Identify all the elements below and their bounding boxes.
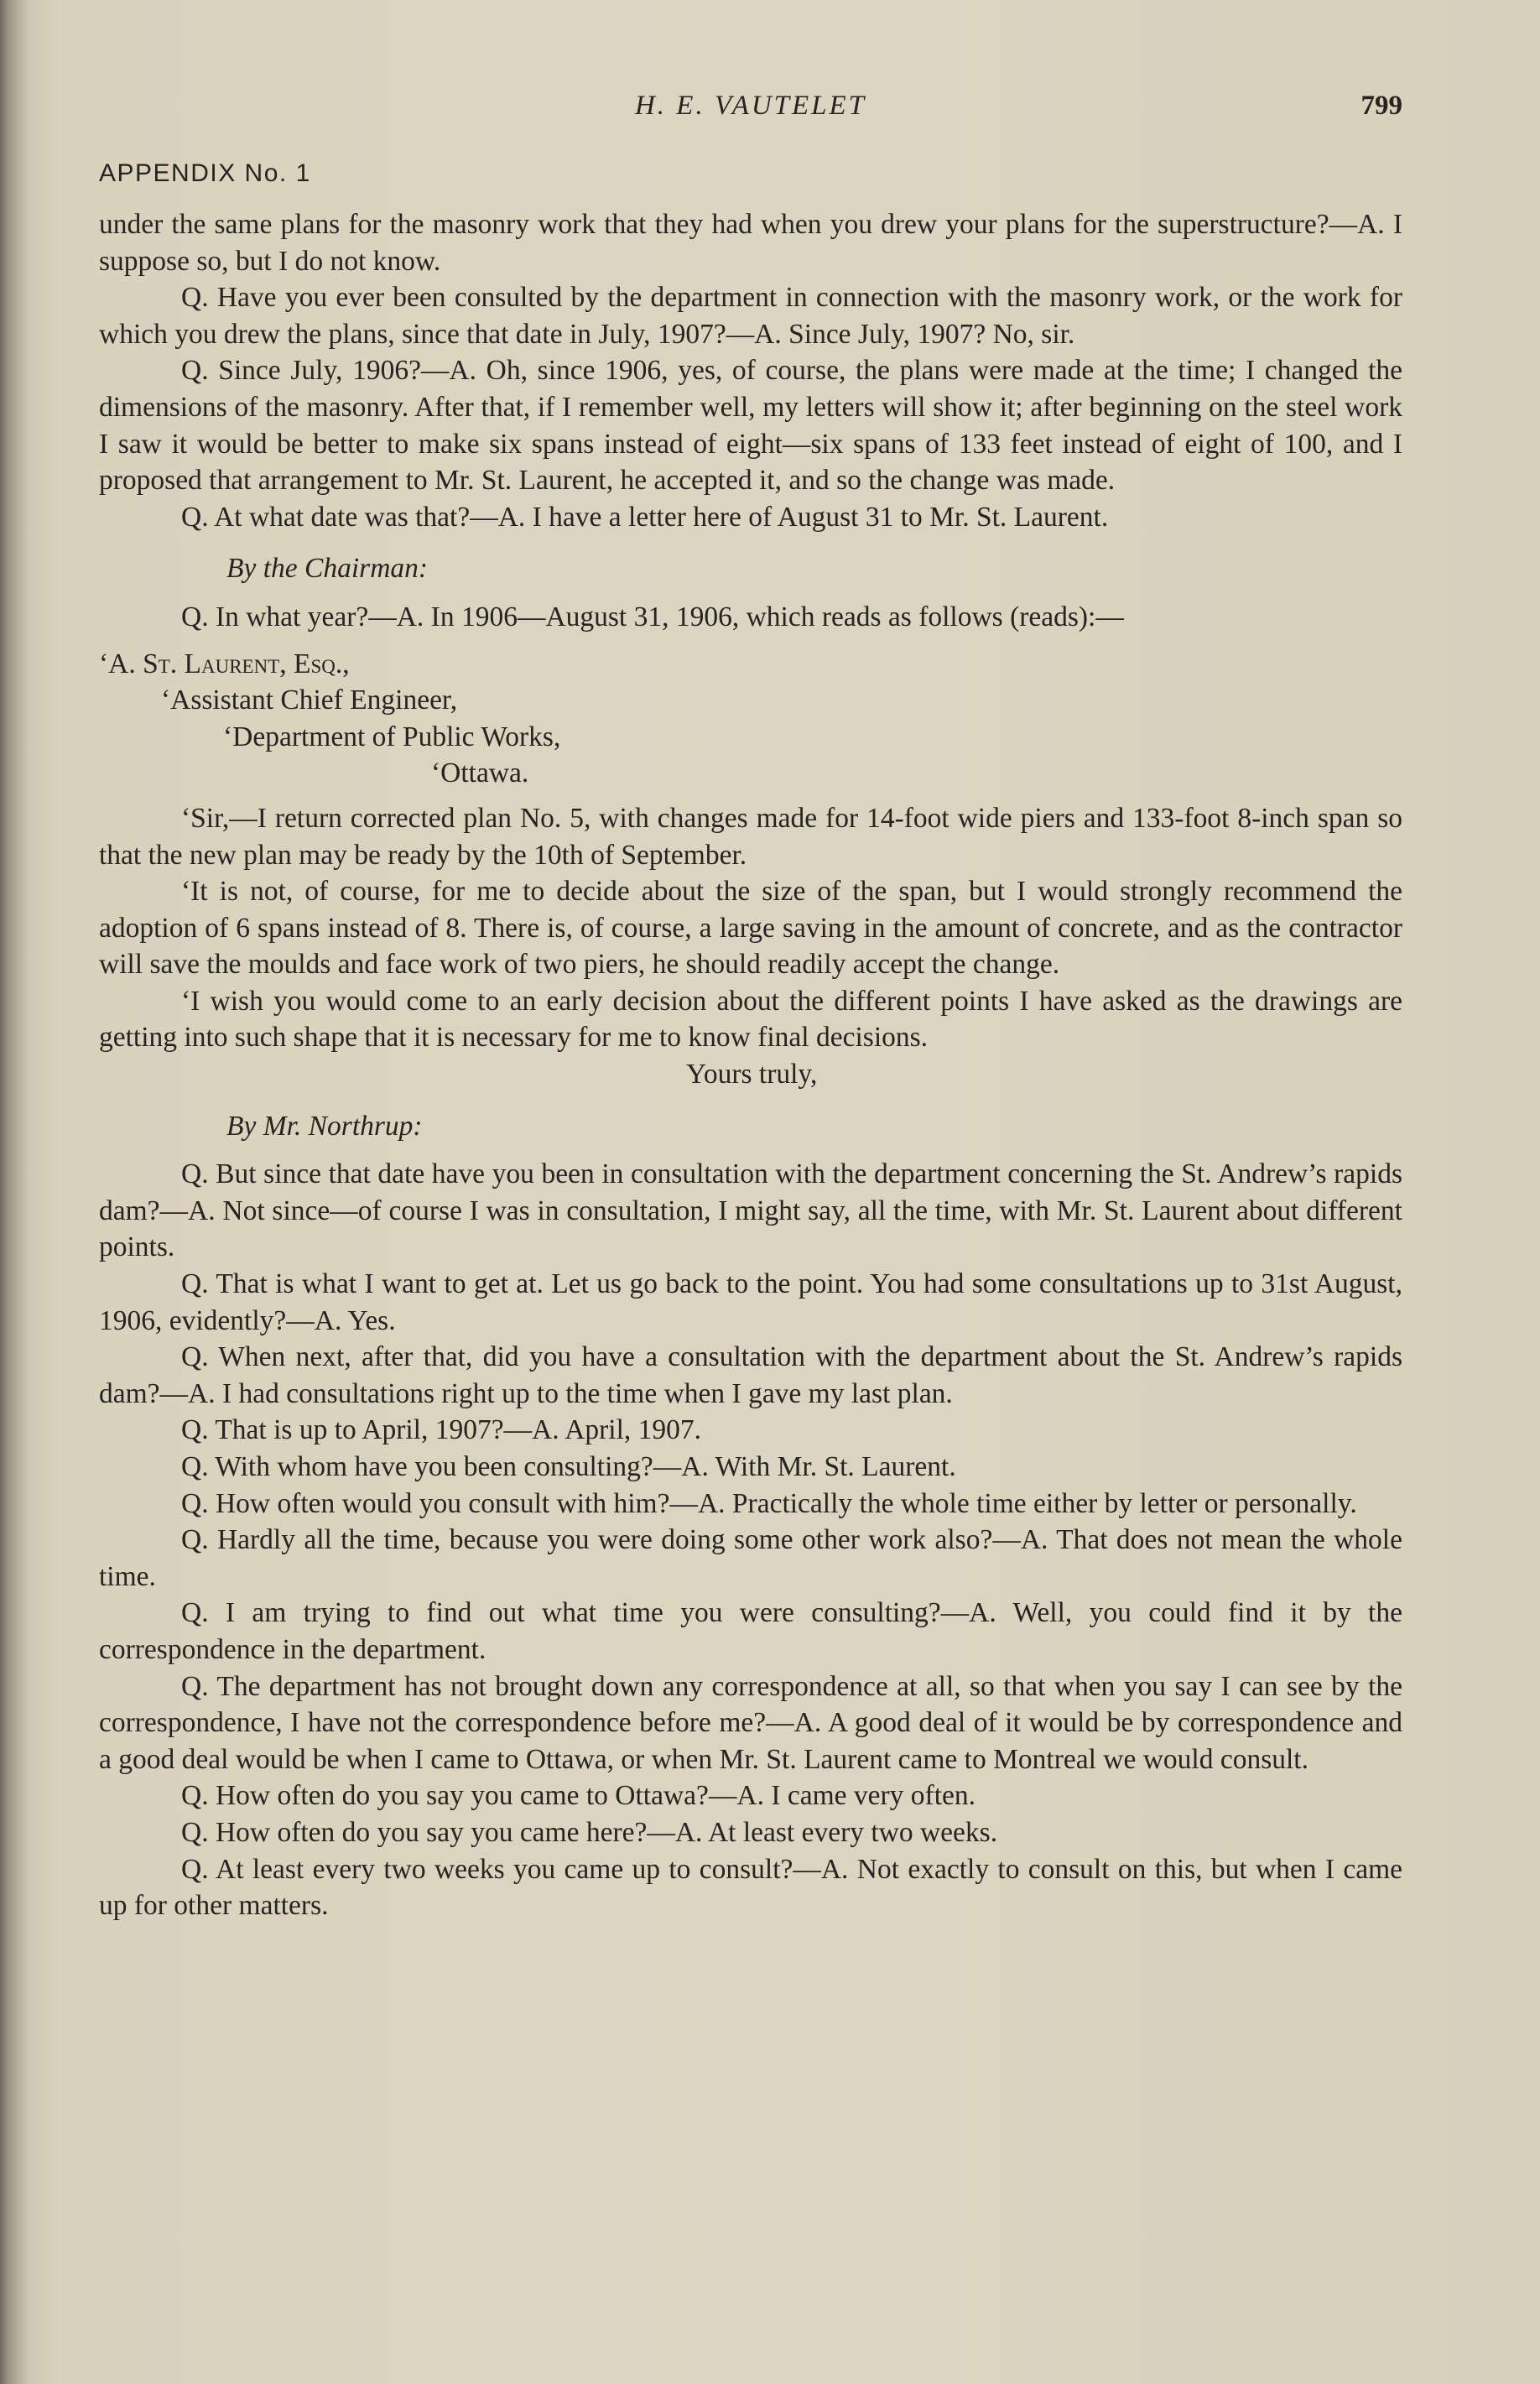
paragraph: Q. But since that date have you been in consultation with the department concerning the St. Andrew’s rapids dam?—A. Not since—of course I was in consultation, I might say, all the time, with Mr. St. Laurent about different points. — [99, 1158, 1402, 1263]
body-text — [99, 206, 1402, 1924]
paragraph: Q. That is what I want to get at. Let us go back to the point. You had some consultations up to 31st August, 1906, evidently?—A. Yes. — [99, 1268, 1402, 1336]
paragraph: Q. With whom have you been consulting?—A. With Mr. St. Laurent. — [181, 1451, 956, 1482]
letter-paragraph: ‘I wish you would come to an early decision about the different points I have asked as the drawings are getting into such shape that it is necessary for me to know final decisions. — [99, 985, 1402, 1054]
letter-closing: Yours truly, — [686, 1059, 818, 1090]
letter-address-line: ‘Assistant Chief Engineer, — [161, 684, 458, 716]
running-title: H. E. VAUTELET — [634, 91, 867, 121]
letter-address-line: ‘Department of Public Works, — [223, 721, 561, 752]
speaker-heading: By the Chairman: — [226, 553, 429, 585]
paragraph: Q. The department has not brought down any correspondence at all, so that when you say I can see by the correspondence, I have not the correspondence before me?—A. A good deal of it would be by correspondence and a good deal would be when I came to Ottawa, or when Mr. St. Laurent came to Montreal we would consult. — [99, 1670, 1402, 1775]
appendix-label: APPENDIX No. 1 — [99, 159, 311, 187]
running-head — [99, 91, 1402, 133]
paragraph: Q. In what year?—A. In 1906—August 31, 1906, which reads as follows (reads):— — [181, 601, 1124, 632]
paragraph: Q. How often do you say you came here?—A. At least every two weeks. — [181, 1816, 998, 1848]
paragraph: Q. At what date was that?—A. I have a letter here of August 31 to Mr. St. Laurent. — [181, 501, 1109, 533]
speaker-heading: By Mr. Northrup: — [226, 1110, 423, 1142]
paragraph: Q. How often would you consult with him?—A. Practically the whole time either by letter or personally. — [181, 1487, 1357, 1519]
paragraph: Q. Since July, 1906?—A. Oh, since 1906, yes, of course, the plans were made at the time; I changed the dimensions of the masonry. After that, if I remember well, my letters will show it; after beginning on the steel work I saw it would be better to make six spans instead of eight—six spans of 133 feet instead of eight of 100, and I proposed that arrangement to Mr. St. Laurent, he accepted it, and so the change was made. — [99, 355, 1402, 497]
paragraph: Q. Have you ever been consulted by the department in connection with the masonry work, or the work for which you drew the plans, since that date in July, 1907?—A. Since July, 1907? No, sir. — [99, 282, 1402, 350]
paragraph: Q. When next, after that, did you have a consultation with the department about the St. Andrew’s rapids dam?—A. I had consultations right up to the time when I gave my last plan. — [99, 1341, 1402, 1409]
paragraph: Q. That is up to April, 1907?—A. April, 1907. — [181, 1414, 702, 1446]
letter-address-line: ‘A. St. Laurent, Esq., — [99, 648, 350, 679]
letter-paragraph: ‘Sir,—I return corrected plan No. 5, with changes made for 14-foot wide piers and 133-foot 8-inch span so that the new plan may be ready by the 10th of September. — [99, 802, 1402, 871]
paragraph: Q. I am trying to find out what time you were consulting?—A. Well, you could find it by the correspondence in the department. — [99, 1597, 1402, 1665]
paragraph: Q. Hardly all the time, because you were doing some other work also?—A. That does not mean the whole time. — [99, 1524, 1402, 1592]
letter-paragraph: ‘It is not, of course, for me to decide about the size of the span, but I would strongly recommend the adoption of 6 spans instead of 8. There is, of course, a large saving in the amount of concrete, and as the contractor will save the moulds and face work of two piers, he should readily accept the change. — [99, 876, 1402, 981]
letter-address-line: ‘Ottawa. — [431, 757, 529, 789]
paragraph: under the same plans for the masonry work that they had when you drew your plans for the superstructure?—A. I suppose so, but I do not know. — [99, 209, 1402, 277]
paragraph: Q. How often do you say you came to Ottawa?—A. I came very often. — [181, 1780, 976, 1812]
page-number: 799 — [1361, 91, 1402, 121]
paragraph: Q. At least every two weeks you came up to consult?—A. Not exactly to consult on this, but when I came up for other matters. — [99, 1853, 1402, 1922]
